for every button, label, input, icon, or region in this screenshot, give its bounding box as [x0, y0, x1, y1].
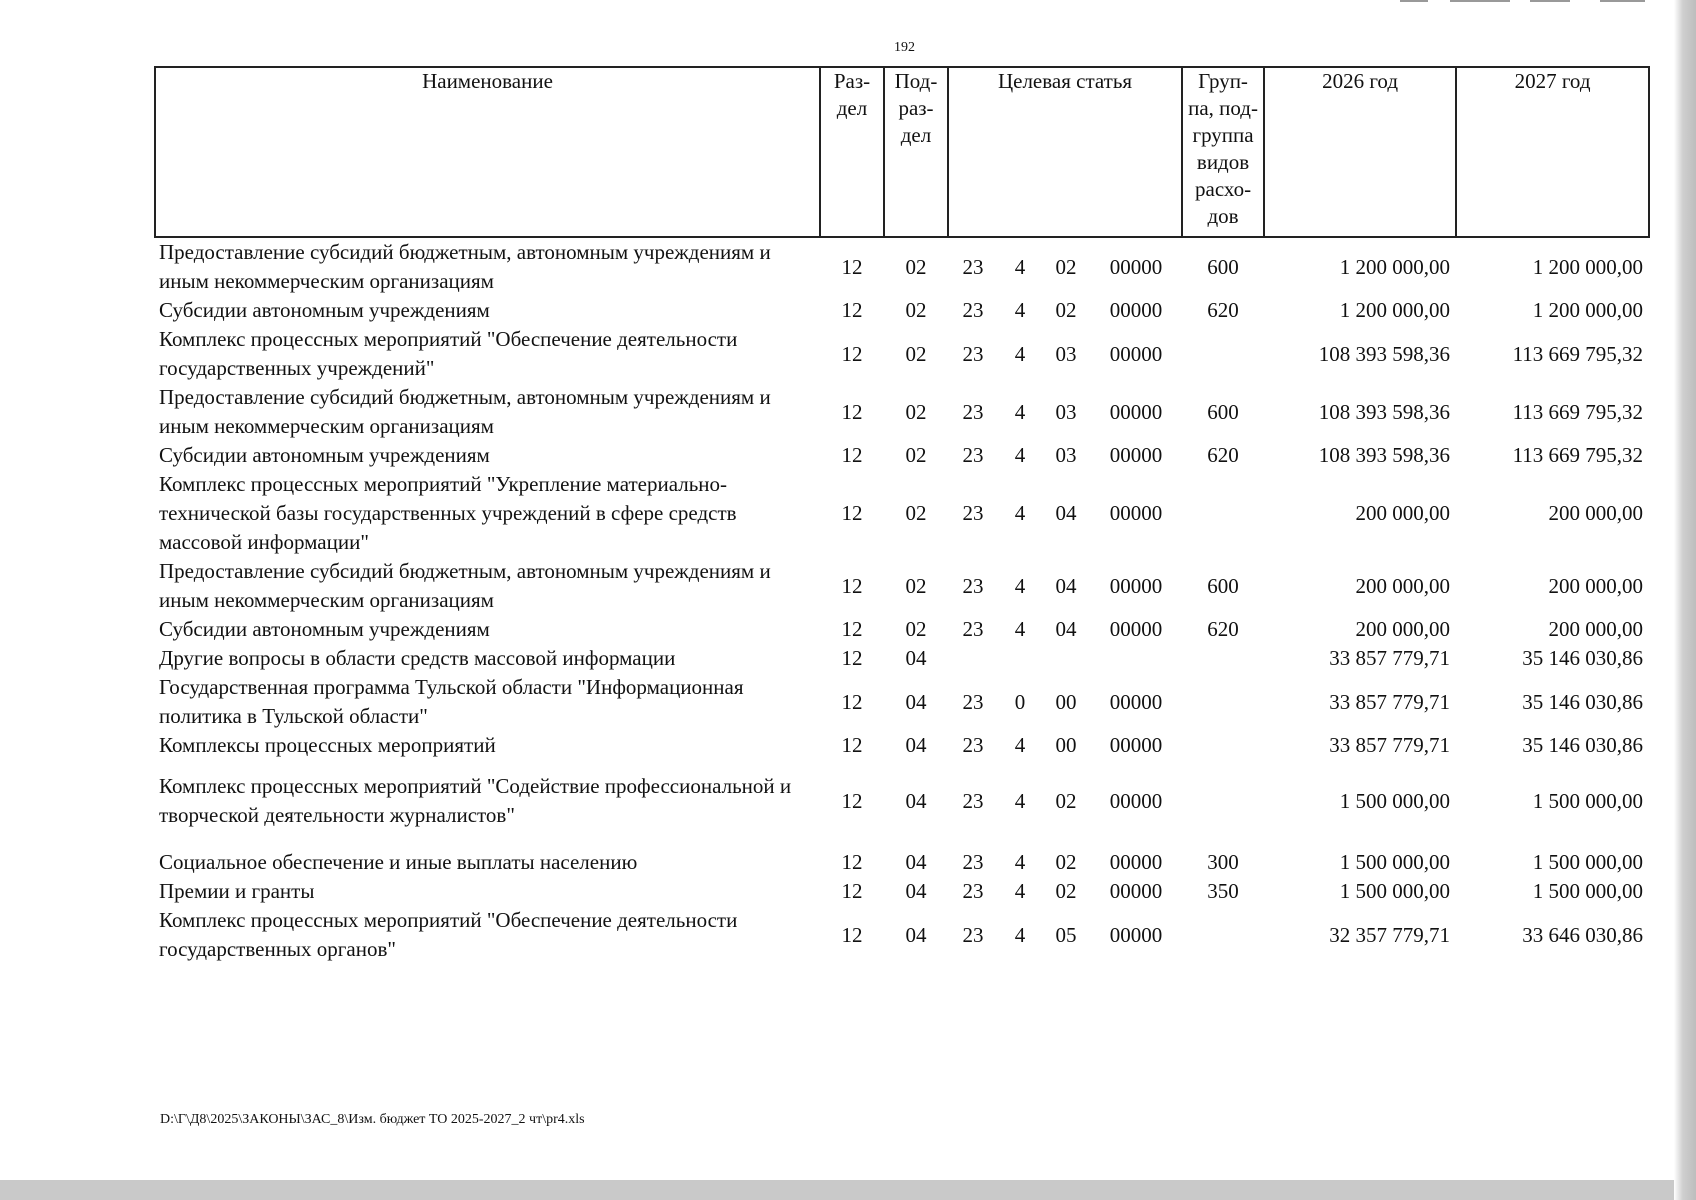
header-year-2027: 2027 год	[1456, 67, 1649, 237]
row-group	[1182, 906, 1264, 964]
row-target-3: 00	[1055, 689, 1077, 714]
row-group: 620	[1207, 617, 1239, 641]
row-target-1: 23	[962, 399, 984, 424]
row-section: 12	[841, 501, 863, 525]
table-row	[155, 296, 1649, 325]
row-target-1: 23	[962, 341, 984, 366]
row-subsection: 04	[905, 850, 927, 874]
row-target-1: 23	[962, 254, 984, 279]
row-amount-2026: 200 000,00	[1355, 573, 1451, 598]
table-row	[155, 441, 1649, 470]
row-name: Социальное обеспечение и иные выплаты населению	[159, 850, 638, 874]
row-subsection: 02	[905, 573, 927, 598]
row-target-1: 23	[962, 689, 984, 714]
row-target-3: 02	[1055, 879, 1077, 903]
row-name: Комплекс процессных мероприятий "Обеспечение деятельности государственных органов"	[159, 908, 738, 961]
row-target-2: 4	[1014, 573, 1026, 598]
row-target-2: 4	[1014, 341, 1026, 366]
row-target-1: 23	[962, 573, 984, 598]
row-subsection: 02	[905, 298, 927, 322]
row-target-3: 05	[1055, 922, 1077, 947]
table-row	[155, 760, 1649, 842]
row-target-3: 00	[1055, 733, 1077, 757]
row-target-3	[1042, 644, 1090, 673]
row-name: Субсидии автономным учреждениям	[159, 443, 490, 467]
row-amount-2026: 108 393 598,36	[1318, 443, 1451, 467]
row-group	[1182, 673, 1264, 731]
row-section: 12	[841, 617, 863, 641]
row-amount-2026: 108 393 598,36	[1318, 399, 1451, 424]
row-target-2: 4	[1014, 879, 1026, 903]
row-amount-2027: 35 146 030,86	[1522, 646, 1644, 670]
row-group: 600	[1207, 573, 1239, 598]
row-target-4: 00000	[1109, 922, 1163, 947]
row-name: Комплексы процессных мероприятий	[159, 733, 496, 757]
row-amount-2027: 200 000,00	[1548, 617, 1644, 641]
header-section: Раз- дел	[820, 67, 884, 237]
row-amount-2026: 200 000,00	[1355, 501, 1451, 525]
row-amount-2027: 35 146 030,86	[1522, 733, 1644, 757]
row-section: 12	[841, 399, 863, 424]
row-target-4: 00000	[1109, 341, 1163, 366]
table-row	[155, 673, 1649, 731]
row-target-4: 00000	[1109, 788, 1163, 813]
row-subsection: 02	[905, 501, 927, 525]
row-target-2: 4	[1014, 501, 1026, 525]
table-row	[155, 906, 1649, 964]
row-group: 620	[1207, 443, 1239, 467]
row-group	[1182, 325, 1264, 383]
row-target-1: 23	[962, 443, 984, 467]
table-row	[155, 237, 1649, 296]
row-group: 620	[1207, 298, 1239, 322]
row-subsection: 04	[905, 689, 927, 714]
header-name: Наименование	[155, 67, 820, 237]
row-section: 12	[841, 733, 863, 757]
table-row	[155, 644, 1649, 673]
row-amount-2027: 113 669 795,32	[1512, 341, 1644, 366]
row-subsection: 04	[905, 646, 927, 670]
row-name: Предоставление субсидий бюджетным, автономным учреждениям и иным некоммерческим организациям	[159, 240, 771, 293]
row-name: Предоставление субсидий бюджетным, автономным учреждениям и иным некоммерческим организациям	[159, 559, 771, 612]
row-target-2: 4	[1014, 922, 1026, 947]
row-amount-2026: 1 200 000,00	[1339, 298, 1451, 322]
row-subsection: 04	[905, 733, 927, 757]
row-target-1: 23	[962, 501, 984, 525]
row-name: Субсидии автономным учреждениям	[159, 617, 490, 641]
budget-table	[154, 66, 1650, 964]
row-amount-2027: 1 500 000,00	[1532, 788, 1644, 813]
table-header	[155, 67, 1649, 237]
row-subsection: 04	[905, 788, 927, 813]
row-target-4: 00000	[1109, 298, 1163, 322]
header-target: Целевая статья	[948, 67, 1182, 237]
row-amount-2026: 1 500 000,00	[1339, 879, 1451, 903]
row-amount-2026: 32 357 779,71	[1329, 922, 1451, 947]
row-amount-2026: 108 393 598,36	[1318, 341, 1451, 366]
row-section: 12	[841, 254, 863, 279]
scan-right-edge	[1674, 0, 1696, 1200]
row-section: 12	[841, 443, 863, 467]
row-target-3: 03	[1055, 399, 1077, 424]
row-amount-2027: 35 146 030,86	[1522, 689, 1644, 714]
row-target-3: 04	[1055, 501, 1077, 525]
row-subsection: 02	[905, 341, 927, 366]
row-amount-2027: 1 500 000,00	[1532, 879, 1644, 903]
table-body	[155, 237, 1649, 964]
row-target-4: 00000	[1109, 689, 1163, 714]
row-subsection: 04	[905, 922, 927, 947]
row-target-1: 23	[962, 879, 984, 903]
row-amount-2026: 1 500 000,00	[1339, 850, 1451, 874]
table-row	[155, 877, 1649, 906]
page-number: 192	[894, 40, 915, 55]
table-row	[155, 325, 1649, 383]
row-amount-2027: 200 000,00	[1548, 573, 1644, 598]
header-subsection: Под- раз- дел	[884, 67, 948, 237]
table-row	[155, 615, 1649, 644]
row-target-4: 00000	[1109, 733, 1163, 757]
row-target-2: 4	[1014, 443, 1026, 467]
row-target-1: 23	[962, 850, 984, 874]
table-row	[155, 557, 1649, 615]
row-target-4: 00000	[1109, 617, 1163, 641]
row-target-4: 00000	[1109, 254, 1163, 279]
row-target-2: 4	[1014, 254, 1026, 279]
row-target-2: 4	[1014, 850, 1026, 874]
row-section: 12	[841, 689, 863, 714]
row-target-1	[948, 644, 998, 673]
row-subsection: 02	[905, 254, 927, 279]
row-target-4: 00000	[1109, 879, 1163, 903]
row-group: 350	[1207, 879, 1239, 903]
row-section: 12	[841, 879, 863, 903]
scan-bottom-edge	[0, 1180, 1696, 1200]
row-amount-2026: 33 857 779,71	[1329, 646, 1451, 670]
row-group	[1182, 731, 1264, 760]
row-target-2: 4	[1014, 788, 1026, 813]
row-section: 12	[841, 922, 863, 947]
row-target-2: 4	[1014, 733, 1026, 757]
row-target-1: 23	[962, 922, 984, 947]
row-name: Государственная программа Тульской области "Информационная политика в Тульской области"	[159, 675, 744, 728]
row-target-3: 02	[1055, 298, 1077, 322]
row-amount-2026: 200 000,00	[1355, 617, 1451, 641]
row-target-3: 03	[1055, 341, 1077, 366]
table-row	[155, 842, 1649, 877]
row-amount-2027: 1 200 000,00	[1532, 254, 1644, 279]
row-name: Другие вопросы в области средств массовой информации	[159, 646, 676, 670]
row-section: 12	[841, 341, 863, 366]
row-target-4: 00000	[1109, 443, 1163, 467]
row-target-4: 00000	[1109, 501, 1163, 525]
row-target-3: 04	[1055, 617, 1077, 641]
row-group: 300	[1207, 850, 1239, 874]
row-target-2: 4	[1014, 617, 1026, 641]
row-target-4: 00000	[1109, 573, 1163, 598]
row-group: 600	[1207, 254, 1239, 279]
row-amount-2026: 1 200 000,00	[1339, 254, 1451, 279]
header-group: Груп- па, под- группа видов расхо- дов	[1182, 67, 1264, 237]
row-name: Субсидии автономным учреждениям	[159, 298, 490, 322]
row-name: Комплекс процессных мероприятий "Укрепление материально-технической базы государственных учреждений в сфере средств массовой информации"	[159, 472, 737, 554]
row-target-4: 00000	[1109, 399, 1163, 424]
row-amount-2026: 1 500 000,00	[1339, 788, 1451, 813]
file-path: D:\Г\Д8\2025\ЗАКОНЫ\ЗАС_8\Изм. бюджет ТО 2025-2027_2 чт\pr4.xls	[160, 1112, 585, 1127]
row-amount-2026: 33 857 779,71	[1329, 733, 1451, 757]
row-target-1: 23	[962, 617, 984, 641]
row-target-4	[1090, 644, 1182, 673]
table-row	[155, 383, 1649, 441]
row-section: 12	[841, 646, 863, 670]
row-target-3: 02	[1055, 254, 1077, 279]
row-target-2: 4	[1014, 399, 1026, 424]
row-target-3: 03	[1055, 443, 1077, 467]
row-target-2: 0	[1014, 689, 1026, 714]
row-group	[1182, 470, 1264, 557]
row-amount-2027: 113 669 795,32	[1512, 443, 1644, 467]
row-group	[1182, 760, 1264, 842]
row-amount-2026: 33 857 779,71	[1329, 689, 1451, 714]
row-subsection: 02	[905, 399, 927, 424]
row-name: Предоставление субсидий бюджетным, автономным учреждениям и иным некоммерческим организациям	[159, 385, 771, 438]
row-amount-2027: 33 646 030,86	[1522, 922, 1644, 947]
row-target-4: 00000	[1109, 850, 1163, 874]
row-section: 12	[841, 850, 863, 874]
row-subsection: 02	[905, 617, 927, 641]
row-amount-2027: 200 000,00	[1548, 501, 1644, 525]
row-target-2	[998, 644, 1042, 673]
row-target-3: 02	[1055, 788, 1077, 813]
row-target-1: 23	[962, 788, 984, 813]
row-section: 12	[841, 298, 863, 322]
row-section: 12	[841, 573, 863, 598]
row-target-1: 23	[962, 298, 984, 322]
row-target-2: 4	[1014, 298, 1026, 322]
row-section: 12	[841, 788, 863, 813]
row-group: 600	[1207, 399, 1239, 424]
row-subsection: 04	[905, 879, 927, 903]
table-row	[155, 731, 1649, 760]
row-name: Комплекс процессных мероприятий "Обеспечение деятельности государственных учреждений"	[159, 327, 738, 380]
header-year-2026: 2026 год	[1264, 67, 1456, 237]
row-amount-2027: 113 669 795,32	[1512, 399, 1644, 424]
row-name: Премии и гранты	[159, 879, 315, 903]
row-subsection: 02	[905, 443, 927, 467]
row-amount-2027: 1 500 000,00	[1532, 850, 1644, 874]
row-group	[1182, 644, 1264, 673]
row-name: Комплекс процессных мероприятий "Содействие профессиональной и творческой деятельности журналистов"	[159, 774, 792, 827]
row-target-1: 23	[962, 733, 984, 757]
row-amount-2027: 1 200 000,00	[1532, 298, 1644, 322]
row-target-3: 02	[1055, 850, 1077, 874]
table-row	[155, 470, 1649, 557]
row-target-3: 04	[1055, 573, 1077, 598]
